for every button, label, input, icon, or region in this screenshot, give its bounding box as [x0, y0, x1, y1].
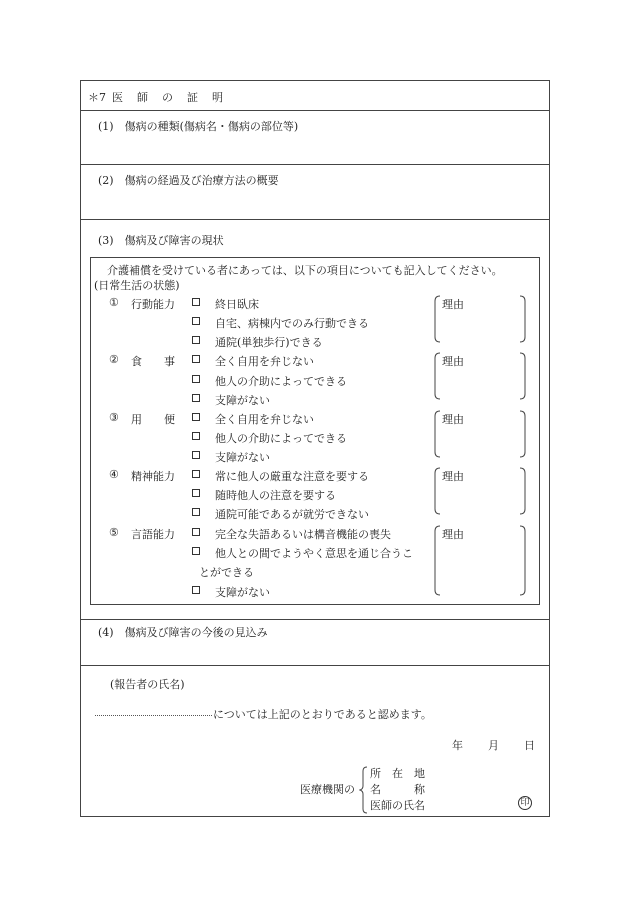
section-4-heading: (4) 傷病及び障害の今後の見込み [98, 626, 268, 639]
divider [80, 164, 550, 165]
option-text: 通院可能であるが就労できない [215, 508, 369, 521]
option-text: 完全な失語あるいは構音機能の喪失 [215, 528, 391, 541]
option-text: 全く自用を弁じない [215, 355, 314, 368]
title-char: 明 [212, 91, 223, 104]
institution-field: 所 在 地 [370, 767, 425, 780]
title-char: 師 [137, 91, 148, 104]
date-year: 年 [452, 739, 463, 752]
option-text: 支障がない [215, 394, 270, 407]
reason-label: 理由 [442, 470, 464, 483]
care-intro: 介護補償を受けている者にあっては、以下の項目についても記入してください。 [107, 264, 503, 277]
reason-label: 理由 [442, 413, 464, 426]
divider [80, 619, 550, 620]
option-text: 支障がない [215, 586, 270, 599]
divider [80, 219, 550, 220]
left-brace-icon [359, 766, 369, 814]
checkbox[interactable] [192, 298, 200, 306]
item-label: 用 便 [131, 413, 175, 426]
item-label: 精神能力 [131, 470, 175, 483]
section-2-heading: (2) 傷病の経過及び治療方法の概要 [98, 174, 279, 187]
option-text: 常に他人の厳重な注意を要する [215, 470, 369, 483]
checkbox[interactable] [192, 489, 200, 497]
option-text: 他人との間でようやく意思を通じ合うこ [215, 547, 413, 560]
option-text: 通院(単独歩行)できる [215, 336, 323, 349]
reason-label: 理由 [442, 298, 464, 311]
name-entry-line[interactable] [95, 715, 212, 716]
institution-field: 名 称 [370, 783, 425, 796]
item-number: ① [109, 296, 119, 309]
divider [80, 665, 550, 666]
checkbox[interactable] [192, 394, 200, 402]
option-text: 他人の介助によってできる [215, 375, 347, 388]
checkbox[interactable] [192, 451, 200, 459]
checkbox[interactable] [192, 336, 200, 344]
date-month: 月 [488, 739, 499, 752]
item-number: ② [109, 353, 119, 366]
item-number: ③ [109, 411, 119, 424]
option-text: 支障がない [215, 451, 270, 464]
title-char: 証 [187, 91, 198, 104]
checkbox[interactable] [192, 413, 200, 421]
checkbox[interactable] [192, 508, 200, 516]
checkbox[interactable] [192, 470, 200, 478]
title-char: の [162, 91, 173, 104]
option-text: 他人の介助によってできる [215, 432, 347, 445]
checkbox[interactable] [192, 586, 200, 594]
institution-field: 医師の氏名 [370, 799, 425, 812]
item-label: 行動能力 [131, 298, 175, 311]
checkbox[interactable] [192, 432, 200, 440]
item-label: 言語能力 [131, 528, 175, 541]
item-label: 食 事 [131, 355, 175, 368]
option-text-continued: とができる [199, 566, 254, 579]
option-text: 終日臥床 [215, 298, 259, 311]
item-number: ④ [109, 468, 119, 481]
checkbox[interactable] [192, 547, 200, 555]
certification-statement: については上記のとおりであると認めます。 [213, 708, 432, 721]
title-char: 医 [112, 91, 123, 104]
daily-life-subtitle: (日常生活の状態) [94, 279, 180, 292]
institution-prefix: 医療機関の [300, 783, 355, 796]
reporter-name-label: (報告者の氏名) [110, 678, 185, 691]
section-3-heading: (3) 傷病及び障害の現状 [98, 234, 224, 247]
checkbox[interactable] [192, 355, 200, 363]
date-day: 日 [524, 739, 535, 752]
checkbox[interactable] [192, 528, 200, 536]
option-text: 随時他人の注意を要する [215, 489, 336, 502]
divider [80, 110, 550, 111]
option-text: 全く自用を弁じない [215, 413, 314, 426]
checkbox[interactable] [192, 317, 200, 325]
item-number: ⑤ [109, 526, 119, 539]
section-1-heading: (1) 傷病の種類(傷病名・傷病の部位等) [98, 120, 299, 133]
checkbox[interactable] [192, 375, 200, 383]
reason-label: 理由 [442, 355, 464, 368]
seal-mark-icon: 印 [518, 796, 532, 810]
section-mark: ＊7 [88, 91, 106, 104]
option-text: 自宅、病棟内でのみ行動できる [215, 317, 369, 330]
reason-label: 理由 [442, 528, 464, 541]
